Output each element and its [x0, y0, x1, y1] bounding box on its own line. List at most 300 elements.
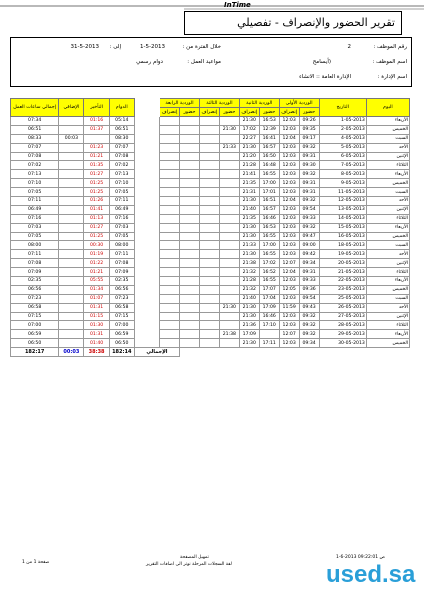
- cell-out3: [199, 259, 219, 268]
- cell-extra: [59, 241, 84, 250]
- cell-extra: [59, 197, 84, 206]
- cell-out1: 12:03: [279, 143, 299, 152]
- cell-gap: [134, 294, 159, 303]
- cell-extra: [59, 312, 84, 321]
- cell-in1: 09:42: [299, 250, 319, 259]
- cell-in4: [179, 250, 199, 259]
- cell-in3: [219, 205, 239, 214]
- cell-late: 01:16: [84, 117, 109, 126]
- cell-in2: 16:57: [259, 143, 279, 152]
- cell-day: الأربعاء: [366, 277, 409, 286]
- cell-in4: [179, 312, 199, 321]
- cell-date: 4-05-2013: [319, 134, 366, 143]
- cell-worked: 08:00: [109, 241, 134, 250]
- cell-day: الأحد: [366, 143, 409, 152]
- table-row: [11, 117, 410, 126]
- cell-in1: 09:32: [299, 330, 319, 339]
- cell-out3: [199, 277, 219, 286]
- cell-worked: 07:16: [109, 214, 134, 223]
- cell-date: 27-05-2013: [319, 312, 366, 321]
- cell-in3: [219, 179, 239, 188]
- cell-in2: 17:00: [259, 179, 279, 188]
- cell-out4: [160, 268, 180, 277]
- cell-date: 26-05-2013: [319, 303, 366, 312]
- cell-date: 7-05-2013: [319, 161, 366, 170]
- cell-gap: [134, 125, 159, 134]
- cell-out4: [160, 330, 180, 339]
- table-row: [11, 161, 410, 170]
- cell-in4: [179, 339, 199, 348]
- cell-out2: 22:27: [239, 134, 259, 143]
- table-row: [11, 214, 410, 223]
- cell-gap: [134, 179, 159, 188]
- cell-total: 07:02: [11, 161, 59, 170]
- cell-total: 07:16: [11, 214, 59, 223]
- cell-gap: [134, 223, 159, 232]
- cell-out3: [199, 161, 219, 170]
- cell-out1: 12:03: [279, 241, 299, 250]
- emp-name-label: اسم الموظف :: [372, 59, 407, 65]
- period-label: خلال الفترة من :: [182, 44, 221, 50]
- cell-out4: [160, 152, 180, 161]
- cell-in4: [179, 125, 199, 134]
- cell-extra: [59, 339, 84, 348]
- cell-out4: [160, 214, 180, 223]
- emp-name: (أيسامح: [312, 59, 331, 65]
- app-name: InTime: [224, 1, 251, 9]
- cell-out2: 21:35: [239, 179, 259, 188]
- table-row: [11, 205, 410, 214]
- cell-out3: [199, 205, 219, 214]
- cell-in2: 16:51: [259, 197, 279, 206]
- cell-in1: 09:30: [299, 161, 319, 170]
- cell-day: الثلاثاء: [366, 161, 409, 170]
- cell-worked: 07:02: [109, 161, 134, 170]
- used-sa-logo: [326, 560, 418, 586]
- cell-extra: [59, 294, 84, 303]
- cell-total: 02:35: [11, 277, 59, 286]
- cell-in2: 16:46: [259, 312, 279, 321]
- totals-label: الإجمالي: [134, 348, 179, 357]
- cell-late: 01:07: [84, 294, 109, 303]
- cell-day: الخميس: [366, 179, 409, 188]
- cell-out2: 21:31: [239, 188, 259, 197]
- cell-worked: 06:58: [109, 303, 134, 312]
- cell-out3: [199, 241, 219, 250]
- cell-out3: [199, 170, 219, 179]
- cell-in1: 09:32: [299, 170, 319, 179]
- cell-day: السبت: [366, 241, 409, 250]
- cell-day: الأحد: [366, 197, 409, 206]
- cell-in2: 16:55: [259, 170, 279, 179]
- col-shift3: الوردية الثالثة: [199, 99, 239, 108]
- cell-out3: [199, 232, 219, 241]
- cell-in2: 16:50: [259, 152, 279, 161]
- cell-day: الأربعاء: [366, 223, 409, 232]
- cell-in3: 21:30: [219, 303, 239, 312]
- col-day: اليوم: [366, 99, 409, 117]
- cell-in1: 09:00: [299, 241, 319, 250]
- cell-out1: 12:03: [279, 117, 299, 126]
- cell-out2: 21:28: [239, 277, 259, 286]
- cell-out3: [199, 143, 219, 152]
- cell-in4: [179, 259, 199, 268]
- cell-date: 18-05-2013: [319, 241, 366, 250]
- cell-day: الثلاثاء: [366, 214, 409, 223]
- cell-in4: [179, 223, 199, 232]
- cell-in2: 16:52: [259, 268, 279, 277]
- col-worked: الدوام: [109, 99, 134, 117]
- cell-gap: [134, 250, 159, 259]
- cell-in1: 09:47: [299, 232, 319, 241]
- cell-out2: 21:41: [239, 170, 259, 179]
- total-late: 38:38: [84, 348, 109, 357]
- col-gap: [134, 99, 159, 117]
- to-label: إلى :: [109, 44, 121, 50]
- cell-out2: 21:30: [239, 223, 259, 232]
- cell-in2: 16:55: [259, 232, 279, 241]
- cell-out4: [160, 285, 180, 294]
- cell-extra: [59, 223, 84, 232]
- col-late: التأخير: [84, 99, 109, 117]
- cell-late: 01:27: [84, 223, 109, 232]
- cell-in3: 21:38: [219, 330, 239, 339]
- col-shift4: الوردية الرابعة: [160, 99, 200, 108]
- cell-in2: 17:04: [259, 294, 279, 303]
- cell-total: 08:33: [11, 134, 59, 143]
- cell-out4: [160, 125, 180, 134]
- cell-gap: [134, 277, 159, 286]
- cell-in2: 17:02: [259, 259, 279, 268]
- cell-out4: [160, 188, 180, 197]
- cell-out4: [160, 232, 180, 241]
- cell-late: 01:34: [84, 285, 109, 294]
- cell-out1: 12:03: [279, 232, 299, 241]
- cell-worked: 07:00: [109, 321, 134, 330]
- cell-out2: 21:30: [239, 143, 259, 152]
- cell-total: 06:59: [11, 330, 59, 339]
- cell-date: 14-05-2013: [319, 214, 366, 223]
- cell-out3: [199, 330, 219, 339]
- footer-note2: لفة السجلات المرحلة نوتر الى اضافات التقرير: [146, 562, 232, 567]
- cell-in4: [179, 134, 199, 143]
- cell-day: الأربعاء: [366, 170, 409, 179]
- table-row: [11, 152, 410, 161]
- cell-in4: [179, 152, 199, 161]
- cell-date: 20-05-2013: [319, 259, 366, 268]
- cell-out2: 21:32: [239, 285, 259, 294]
- cell-gap: [134, 214, 159, 223]
- cell-late: 01:26: [84, 197, 109, 206]
- cell-total: 07:11: [11, 250, 59, 259]
- cell-gap: [134, 303, 159, 312]
- cell-out3: [199, 179, 219, 188]
- cell-date: 13-05-2013: [319, 205, 366, 214]
- col-out4: إنصراف: [160, 108, 180, 117]
- cell-in1: 09:31: [299, 268, 319, 277]
- cell-out3: [199, 321, 219, 330]
- cell-worked: 07:08: [109, 152, 134, 161]
- cell-in2: 17:01: [259, 188, 279, 197]
- cell-day: الإثنين: [366, 312, 409, 321]
- cell-day: الخميس: [366, 285, 409, 294]
- cell-out3: [199, 134, 219, 143]
- cell-out2: 21:30: [239, 303, 259, 312]
- cell-in4: [179, 214, 199, 223]
- cell-in3: [219, 268, 239, 277]
- cell-in1: 09:33: [299, 277, 319, 286]
- cell-gap: [134, 268, 159, 277]
- cell-extra: [59, 232, 84, 241]
- cell-out4: [160, 259, 180, 268]
- table-row: [11, 170, 410, 179]
- cell-day: الإثنين: [366, 152, 409, 161]
- cell-in2: 17:09: [259, 303, 279, 312]
- cell-total: 07:11: [11, 197, 59, 206]
- cell-out1: 12:03: [279, 161, 299, 170]
- cell-in1: 09:31: [299, 152, 319, 161]
- cell-out3: [199, 268, 219, 277]
- col-in3: حضور: [219, 108, 239, 117]
- cell-in4: [179, 285, 199, 294]
- cell-worked: 06:50: [109, 339, 134, 348]
- cell-total: 07:23: [11, 294, 59, 303]
- cell-in3: [219, 321, 239, 330]
- col-shift1: الوردية الأولى: [279, 99, 319, 108]
- cell-out1: 11:59: [279, 303, 299, 312]
- table-row: [11, 143, 410, 152]
- cell-day: الخميس: [366, 339, 409, 348]
- table-row: [11, 232, 410, 241]
- cell-worked: 07:23: [109, 294, 134, 303]
- cell-in3: 21:33: [219, 143, 239, 152]
- cell-total: 07:15: [11, 312, 59, 321]
- cell-day: الأحد: [366, 303, 409, 312]
- cell-in4: [179, 205, 199, 214]
- cell-total: 06:58: [11, 303, 59, 312]
- cell-out1: 12:03: [279, 179, 299, 188]
- cell-out1: 12:07: [279, 259, 299, 268]
- cell-total: 07:07: [11, 143, 59, 152]
- totals-row: [11, 348, 410, 357]
- cell-date: 28-05-2013: [319, 321, 366, 330]
- cell-gap: [134, 330, 159, 339]
- cell-in1: 09:26: [299, 117, 319, 126]
- cell-worked: 07:05: [109, 232, 134, 241]
- cell-total: 08:00: [11, 241, 59, 250]
- cell-worked: 07:11: [109, 197, 134, 206]
- cell-out1: 12:03: [279, 321, 299, 330]
- cell-date: 8-05-2013: [319, 170, 366, 179]
- cell-out3: [199, 339, 219, 348]
- cell-in4: [179, 170, 199, 179]
- cell-total: 07:09: [11, 268, 59, 277]
- cell-out2: 21:20: [239, 152, 259, 161]
- cell-in2: 16:55: [259, 250, 279, 259]
- schedule-label: مواعيد العمل :: [187, 59, 221, 65]
- cell-worked: 05:14: [109, 117, 134, 126]
- cell-late: 01:19: [84, 250, 109, 259]
- cell-late: 01:27: [84, 170, 109, 179]
- cell-gap: [134, 205, 159, 214]
- schedule: دوام رسمي: [136, 59, 163, 65]
- cell-in4: [179, 241, 199, 250]
- cell-in1: 09:54: [299, 294, 319, 303]
- cell-date: 21-05-2013: [319, 268, 366, 277]
- report-title-box: [184, 11, 402, 35]
- dept-label: اسم الإدارة :: [377, 74, 407, 80]
- cell-in3: [219, 214, 239, 223]
- cell-date: 15-05-2013: [319, 223, 366, 232]
- table-row: [11, 330, 410, 339]
- cell-late: 01:25: [84, 179, 109, 188]
- total-extra: 00:03: [59, 348, 84, 357]
- cell-out1: 12:03: [279, 312, 299, 321]
- cell-in2: 16:53: [259, 117, 279, 126]
- cell-in1: 09:33: [299, 214, 319, 223]
- cell-in3: [219, 134, 239, 143]
- cell-in2: 17:10: [259, 321, 279, 330]
- cell-out4: [160, 303, 180, 312]
- cell-late: 01:31: [84, 303, 109, 312]
- cell-out1: 12:07: [279, 330, 299, 339]
- cell-in3: [219, 241, 239, 250]
- cell-out1: 12:03: [279, 294, 299, 303]
- cell-in1: 09:32: [299, 312, 319, 321]
- cell-in3: [219, 188, 239, 197]
- attendance-table: [10, 98, 410, 357]
- cell-in2: [259, 330, 279, 339]
- cell-in2: 16:53: [259, 223, 279, 232]
- cell-date: 23-05-2013: [319, 285, 366, 294]
- cell-out4: [160, 205, 180, 214]
- cell-out3: [199, 214, 219, 223]
- cell-date: 29-05-2013: [319, 330, 366, 339]
- table-row: [11, 339, 410, 348]
- cell-extra: [59, 285, 84, 294]
- cell-late: 01:25: [84, 188, 109, 197]
- cell-extra: [59, 214, 84, 223]
- cell-total: 07:00: [11, 321, 59, 330]
- cell-in3: [219, 223, 239, 232]
- cell-out3: [199, 303, 219, 312]
- cell-total: 06:49: [11, 205, 59, 214]
- cell-out3: [199, 197, 219, 206]
- cell-total: 07:08: [11, 152, 59, 161]
- col-out2: إنصراف: [239, 108, 259, 117]
- col-in4: حضور: [179, 108, 199, 117]
- cell-in4: [179, 330, 199, 339]
- cell-late: 01:30: [84, 321, 109, 330]
- cell-in4: [179, 188, 199, 197]
- cell-in4: [179, 179, 199, 188]
- cell-in4: [179, 197, 199, 206]
- cell-extra: [59, 170, 84, 179]
- cell-in3: [219, 232, 239, 241]
- cell-day: السبت: [366, 188, 409, 197]
- cell-gap: [134, 259, 159, 268]
- cell-out4: [160, 277, 180, 286]
- cell-total: 07:10: [11, 179, 59, 188]
- table-row: [11, 277, 410, 286]
- cell-out4: [160, 161, 180, 170]
- cell-gap: [134, 321, 159, 330]
- cell-late: 01:21: [84, 152, 109, 161]
- cell-out3: [199, 312, 219, 321]
- cell-worked: 06:51: [109, 125, 134, 134]
- cell-gap: [134, 134, 159, 143]
- col-total: إجمالي ساعات العمل: [11, 99, 59, 117]
- emp-no-label: رقم الموظف :: [373, 44, 407, 50]
- cell-worked: 02:35: [109, 277, 134, 286]
- top-bar: [0, 0, 424, 10]
- cell-out3: [199, 188, 219, 197]
- cell-out2: 17:09: [239, 330, 259, 339]
- cell-extra: 00:03: [59, 134, 84, 143]
- cell-out2: 21:30: [239, 312, 259, 321]
- cell-gap: [134, 161, 159, 170]
- cell-out2: 21:33: [239, 241, 259, 250]
- cell-day: السبت: [366, 134, 409, 143]
- cell-out1: 12:03: [279, 152, 299, 161]
- cell-extra: [59, 259, 84, 268]
- cell-total: 07:34: [11, 117, 59, 126]
- footer-note1: تمهيل المصفحة: [180, 555, 209, 560]
- cell-out4: [160, 339, 180, 348]
- cell-out3: [199, 125, 219, 134]
- table-row: [11, 197, 410, 206]
- cell-worked: 06:59: [109, 330, 134, 339]
- cell-total: 07:03: [11, 223, 59, 232]
- cell-out1: 12:04: [279, 268, 299, 277]
- report-header: [10, 37, 412, 87]
- cell-date: 25-05-2013: [319, 294, 366, 303]
- cell-extra: [59, 330, 84, 339]
- cell-in1: 09:35: [299, 125, 319, 134]
- cell-out3: [199, 152, 219, 161]
- cell-extra: [59, 188, 84, 197]
- cell-out4: [160, 250, 180, 259]
- cell-out4: [160, 223, 180, 232]
- table-row: [11, 134, 410, 143]
- cell-day: الأربعاء: [366, 117, 409, 126]
- cell-out1: 12:03: [279, 170, 299, 179]
- cell-gap: [134, 312, 159, 321]
- cell-worked: 07:15: [109, 312, 134, 321]
- cell-worked: 07:11: [109, 250, 134, 259]
- cell-day: الإثنين: [366, 259, 409, 268]
- table-body: [11, 117, 410, 348]
- cell-worked: 07:13: [109, 170, 134, 179]
- cell-in4: [179, 232, 199, 241]
- cell-in1: 09:32: [299, 143, 319, 152]
- col-in1: حضور: [299, 108, 319, 117]
- cell-out2: 21:35: [239, 214, 259, 223]
- cell-out1: 12:05: [279, 285, 299, 294]
- cell-gap: [134, 170, 159, 179]
- cell-in2: 12:39: [259, 125, 279, 134]
- cell-in4: [179, 303, 199, 312]
- table-row: [11, 250, 410, 259]
- cell-in4: [179, 143, 199, 152]
- cell-total: 07:05: [11, 188, 59, 197]
- col-extra: الإضافي: [59, 99, 84, 117]
- col-shift2: الوردية الثانية: [239, 99, 279, 108]
- cell-out4: [160, 179, 180, 188]
- cell-in3: 21:30: [219, 125, 239, 134]
- cell-in2: 16:48: [259, 161, 279, 170]
- col-out1: إنصراف: [279, 108, 299, 117]
